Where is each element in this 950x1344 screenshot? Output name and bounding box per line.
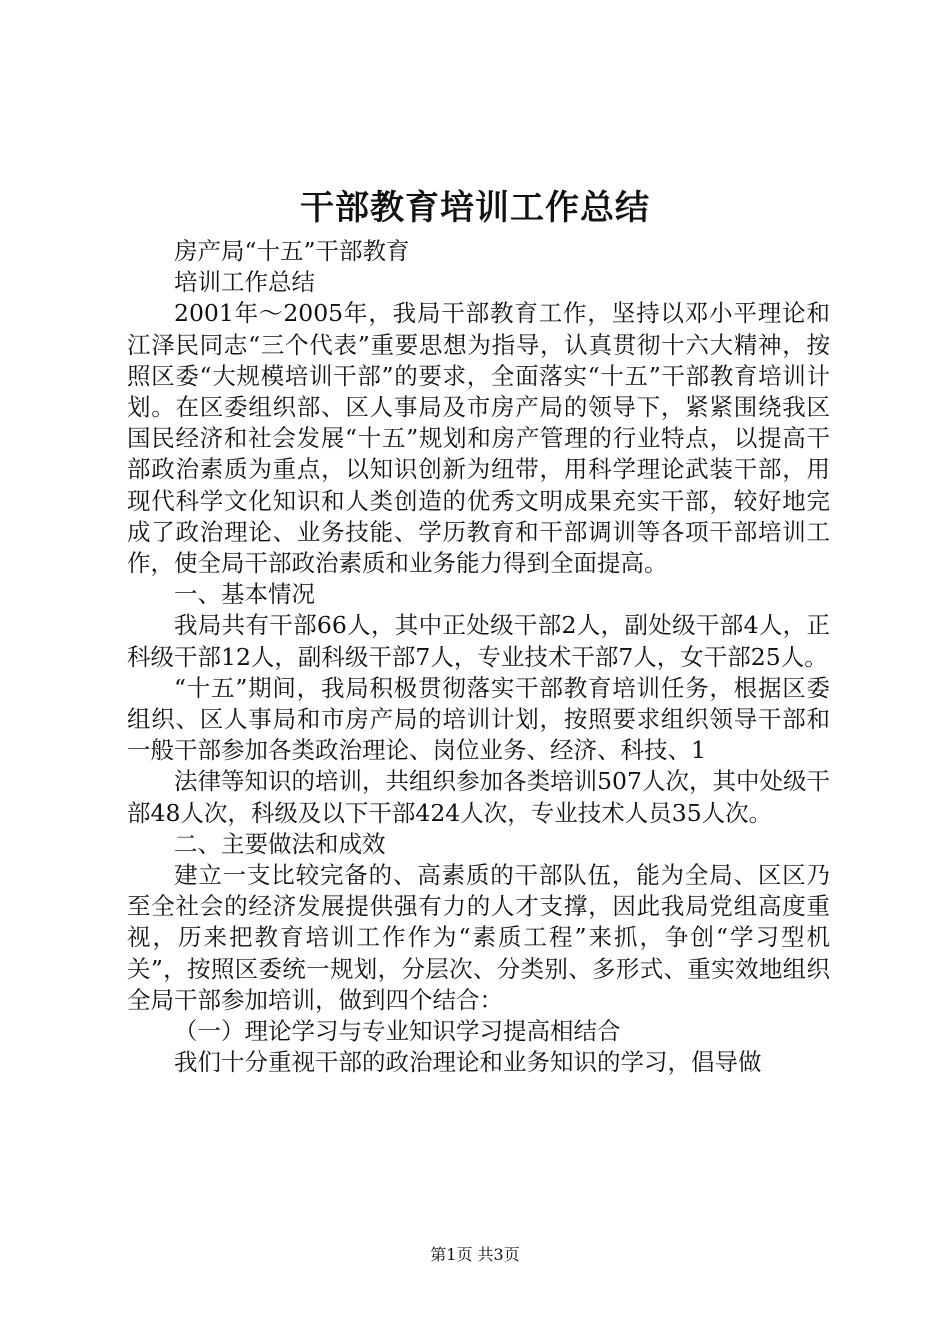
document-body	[127, 236, 830, 1078]
intro-paragraph: 2001年～2005年，我局干部教育工作，坚持以邓小平理论和江泽民同志“三个代表”重要思想为指导，认真贯彻十六大精神，按照区委“大规模培训干部”的要求，全面落实“十五”干部教育培训计划。在区委组织部、区人事局及市房产局的领导下，紧紧围绕我区国民经济和社会发展“十五”规划和房产管理的行业特点，以提高干部政治素质为重点，以知识创新为纽带，用科学理论武装干部，用现代科学文化知识和人类创造的优秀文明成果充实干部，较好地完成了政治理论、业务技能、学历教育和干部调训等各项干部培训工作，使全局干部政治素质和业务能力得到全面提高。	[127, 299, 830, 578]
training-stats-paragraph: 法律等知识的培训，共组织参加各类培训507人次，其中处级干部48人次，科级及以下干部424人次，专业技术人员35人次。	[127, 767, 830, 827]
training-paragraph: “十五”期间，我局积极贯彻落实干部教育培训任务，根据区委组织、区人事局和市房产局的培训计划，按照要求组织领导干部和一般干部参加各类政治理论、岗位业务、经济、科技、1	[127, 673, 830, 765]
page-footer: 第1页 共3页	[430, 1245, 520, 1264]
document-title: 干部教育培训工作总结	[300, 188, 650, 228]
subsection-paragraph-1: 我们十分重视干部的政治理论和业务知识的学习，倡导做	[174, 1048, 762, 1077]
section-heading-methods: 二、主要做法和成效	[174, 829, 386, 858]
staff-count-paragraph: 我局共有干部66人，其中正处级干部2人，副处级干部4人，正科级干部12人，副科级干部7人，专业技术干部7人，女干部25人。	[127, 611, 830, 671]
methods-paragraph: 建立一支比较完备的、高素质的干部队伍，能为全局、区区乃至全社会的经济发展提供强有力的人才支撑，因此我局党组高度重视，历来把教育培训工作作为“素质工程”来抓，争创“学习型机关”，按照区委统一规划，分层次、分类别、多形式、重实效地组织全局干部参加培训，做到四个结合：	[127, 861, 830, 1014]
subtitle-line-1: 房产局“十五”干部教育	[174, 237, 410, 265]
subsection-heading-1: （一）理论学习与专业知识学习提高相结合	[174, 1017, 621, 1046]
section-heading-basic-situation: 一、基本情况	[174, 580, 315, 609]
subtitle-line-2: 培训工作总结	[174, 268, 315, 297]
